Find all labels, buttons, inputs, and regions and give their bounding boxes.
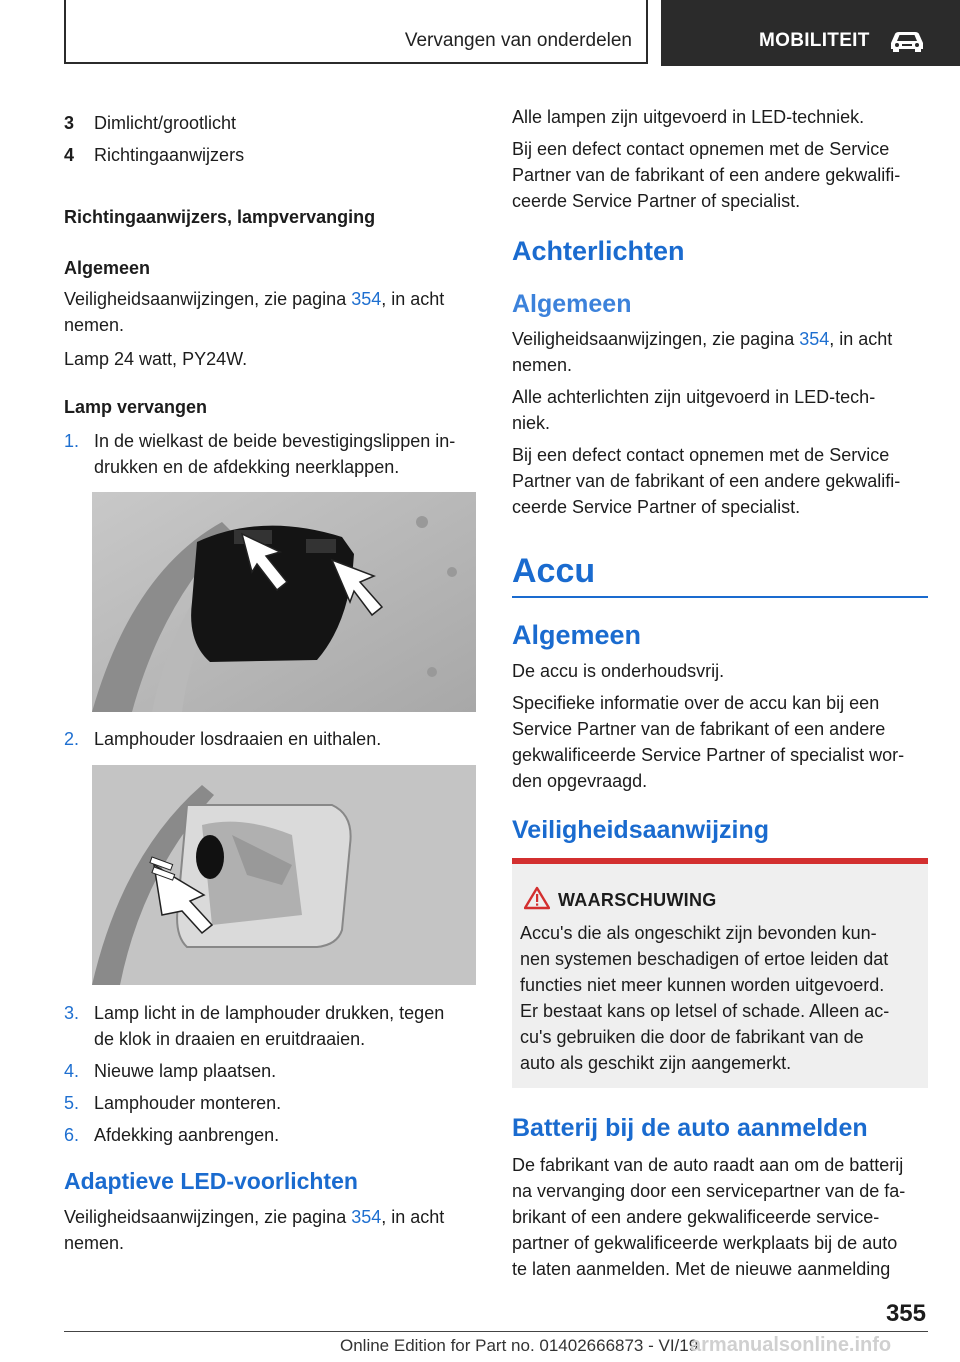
section-heading: Achterlichten bbox=[512, 236, 685, 266]
paragraph: Alle achterlichten zijn uitgevoerd in LED-tech- bbox=[512, 387, 876, 407]
section-heading: Richtingaanwijzers, lampvervanging bbox=[64, 207, 376, 227]
step-text: Lamphouder monteren. bbox=[94, 1093, 282, 1113]
heading-rule bbox=[512, 596, 928, 598]
wheel-arch-cover-photo bbox=[92, 492, 476, 712]
warning-line: cu's gebruiken die door de fabrikant van de bbox=[520, 1027, 864, 1047]
paragraph: partner of gekwalificeerde werkplaats bij de auto bbox=[512, 1233, 898, 1253]
warning-line: auto als geschikt zijn aangemerkt. bbox=[520, 1053, 792, 1073]
lamp-spec: Lamp 24 watt, PY24W. bbox=[64, 349, 248, 369]
safety-text-line2: nemen. bbox=[64, 315, 125, 335]
text: , in acht bbox=[829, 329, 893, 349]
edition-text: Online Edition for Part no. 01402666873 - VI/19 bbox=[340, 1336, 699, 1355]
list-text: Richtingaanwijzers bbox=[94, 145, 245, 165]
watermark: armanualsonline.info bbox=[690, 1334, 892, 1356]
paragraph: niek. bbox=[512, 413, 551, 433]
safety-text-line2: nemen. bbox=[64, 1233, 125, 1253]
paragraph: ceerde Service Partner of specialist. bbox=[512, 191, 801, 211]
page-link[interactable]: 354 bbox=[351, 1207, 382, 1227]
warning-line: functies niet meer kunnen worden uitgevoerd. bbox=[520, 975, 885, 995]
text: , in acht bbox=[381, 1207, 445, 1227]
safety-text bbox=[64, 286, 444, 312]
list-text: Dimlicht/grootlicht bbox=[94, 113, 237, 133]
warning-line: Er bestaat kans op letsel of schade. Alleen ac- bbox=[520, 1001, 890, 1021]
subheading: Algemeen bbox=[512, 290, 632, 318]
paragraph: De accu is onderhoudsvrij. bbox=[512, 661, 725, 681]
safety-text-line2: nemen. bbox=[512, 355, 573, 375]
text: Veiligheidsaanwijzingen, zie pagina bbox=[512, 329, 800, 349]
chapter-heading: Accu bbox=[512, 552, 596, 590]
text: , in acht bbox=[381, 289, 445, 309]
paragraph: Bij een defect contact opnemen met de Service bbox=[512, 139, 890, 159]
text: Veiligheidsaanwijzingen, zie pagina bbox=[64, 1207, 352, 1227]
paragraph: Specifieke informatie over de accu kan bij een bbox=[512, 693, 880, 713]
paragraph: Service Partner van de fabrikant of een andere bbox=[512, 719, 886, 739]
step-number: 3. bbox=[64, 1003, 80, 1023]
header-section-box bbox=[64, 0, 648, 64]
paragraph: brikant of een andere gekwalificeerde service- bbox=[512, 1207, 880, 1227]
paragraph: ceerde Service Partner of specialist. bbox=[512, 497, 801, 517]
safety-text bbox=[64, 1204, 444, 1230]
step-number: 5. bbox=[64, 1093, 80, 1113]
step-text: In de wielkast de beide bevestigingslippen in- bbox=[94, 431, 456, 451]
step-text: Nieuwe lamp plaatsen. bbox=[94, 1061, 277, 1081]
warning-line: nen systemen beschadigen of ertoe leiden dat bbox=[520, 949, 889, 969]
page-link[interactable]: 354 bbox=[351, 289, 382, 309]
paragraph: Partner van de fabrikant of een andere gekwalifi- bbox=[512, 165, 901, 185]
step-text: Lamp licht in de lamphouder drukken, tegen bbox=[94, 1003, 445, 1023]
paragraph: na vervanging door een servicepartner van de fa- bbox=[512, 1181, 906, 1201]
subheading: Algemeen bbox=[512, 620, 642, 650]
car-icon bbox=[887, 29, 927, 53]
paragraph: Alle lampen zijn uitgevoerd in LED-techniek. bbox=[512, 107, 865, 127]
warning-title: WAARSCHUWING bbox=[558, 890, 717, 910]
subheading: Veiligheidsaanwijzing bbox=[512, 816, 770, 844]
paragraph: Bij een defect contact opnemen met de Service bbox=[512, 445, 890, 465]
paragraph: gekwalificeerde Service Partner of specialist wor- bbox=[512, 745, 905, 765]
step-text: Lamphouder losdraaien en uithalen. bbox=[94, 729, 382, 749]
section-heading: Adaptieve LED-voorlichten bbox=[64, 1168, 358, 1194]
lamp-holder-photo bbox=[92, 765, 476, 985]
page-link[interactable]: 354 bbox=[799, 329, 830, 349]
paragraph: De fabrikant van de auto raadt aan om de batterij bbox=[512, 1155, 904, 1175]
warning-box bbox=[512, 858, 928, 1088]
paragraph: den opgevraagd. bbox=[512, 771, 648, 791]
warning-line: Accu's die als ongeschikt zijn bevonden kun- bbox=[520, 923, 877, 943]
chapter-title: MOBILITEIT bbox=[759, 30, 870, 51]
chapter-tab bbox=[661, 0, 960, 66]
list-item bbox=[64, 110, 74, 136]
step-text: de klok in draaien en eruitdraaien. bbox=[94, 1029, 366, 1049]
step-number: 4. bbox=[64, 1061, 80, 1081]
section-title: Vervangen van onderdelen bbox=[404, 30, 632, 51]
step-text: drukken en de afdekking neerklappen. bbox=[94, 457, 400, 477]
subheading: Lamp vervangen bbox=[64, 397, 208, 417]
list-number: 3 bbox=[64, 113, 75, 133]
subheading: Batterij bij de auto aanmelden bbox=[512, 1114, 868, 1142]
list-item bbox=[64, 142, 74, 168]
step-text: Afdekking aanbrengen. bbox=[94, 1125, 280, 1145]
page-number: 355 bbox=[885, 1300, 926, 1327]
footer-rule bbox=[64, 1331, 928, 1332]
subheading: Algemeen bbox=[64, 258, 151, 278]
warning-icon bbox=[524, 886, 550, 910]
safety-text bbox=[512, 326, 892, 352]
text: Veiligheidsaanwijzingen, zie pagina bbox=[64, 289, 352, 309]
step-number: 2. bbox=[64, 729, 80, 749]
step-number: 1. bbox=[64, 431, 80, 451]
step-number: 6. bbox=[64, 1125, 80, 1145]
list-number: 4 bbox=[64, 145, 75, 165]
paragraph: Partner van de fabrikant of een andere gekwalifi- bbox=[512, 471, 901, 491]
paragraph: te laten aanmelden. Met de nieuwe aanmelding bbox=[512, 1259, 891, 1279]
